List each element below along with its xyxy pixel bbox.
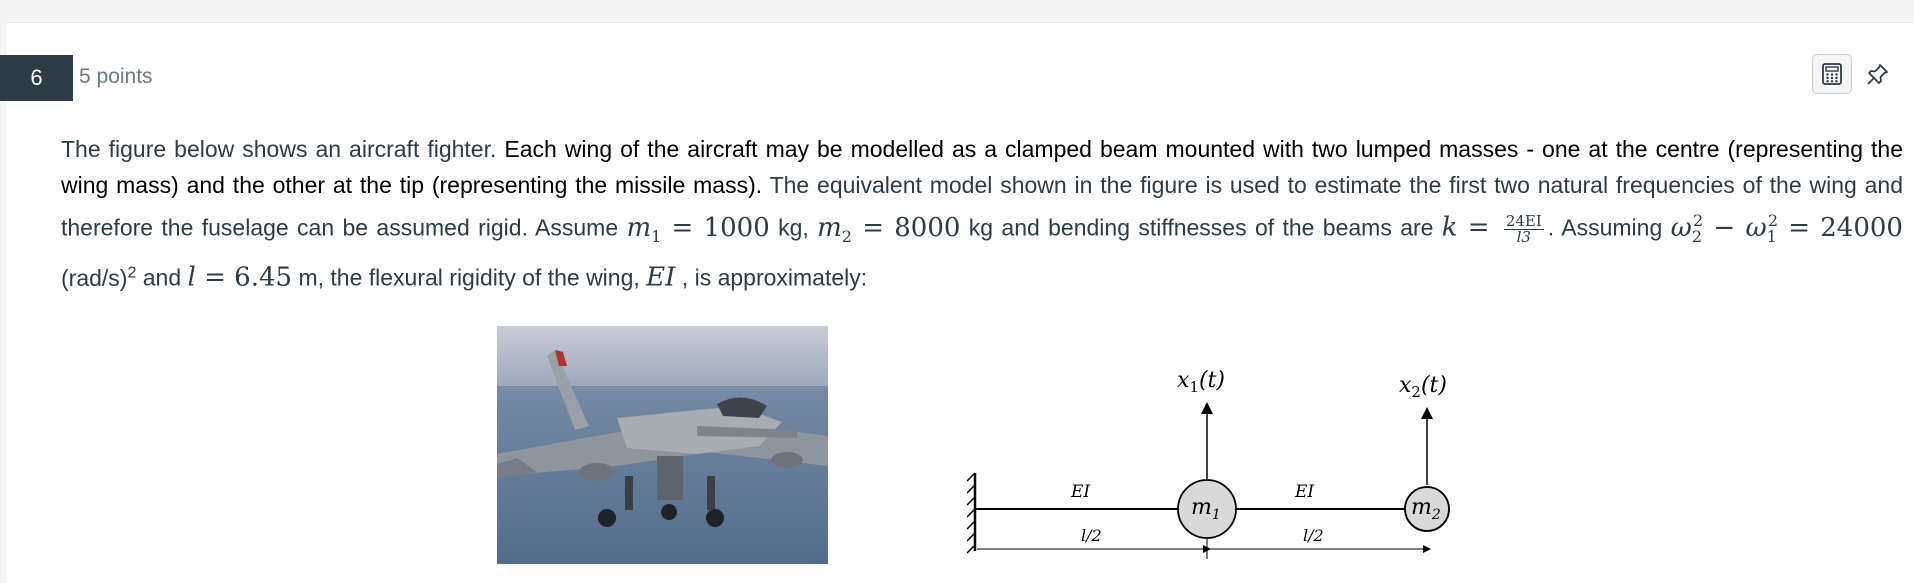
- mass-2-label: $m_2$: [1411, 495, 1441, 523]
- pin-icon: [1866, 62, 1890, 86]
- pin-button[interactable]: [1858, 54, 1898, 94]
- stiffness-text: kg and bending stiffnesses of the beams are: [960, 214, 1442, 241]
- question-card: [7, 22, 1914, 583]
- question-prompt: [61, 131, 1903, 296]
- prompt-assumptions: The equivalent model shown in the figure is used to estimate the first two natural frequencies of the wing and therefore the fuselage can be assumed rigid. Assume: [61, 172, 1903, 241]
- length-left-label: l/2: [1081, 526, 1102, 545]
- flexural-text: m, the flexural rigidity of the wing,: [292, 264, 647, 291]
- x2-label: $x_2(t)$: [1399, 373, 1447, 401]
- beam-mass-diagram: [967, 363, 1487, 573]
- prompt-wing-model: Each wing of the aircraft may be modelled as a clamped beam mounted with two lumped masses - one at the centre (representing the wing mass) and the other at the tip (representing the missile mass).: [61, 136, 1903, 198]
- prompt-intro: The figure below shows an aircraft fighter.: [61, 136, 505, 162]
- k-symbol: k =: [1441, 212, 1500, 243]
- x1-label: $x_1(t)$: [1177, 368, 1225, 396]
- calculator-icon: [1822, 63, 1842, 85]
- assuming-text: . Assuming: [1547, 214, 1671, 241]
- calculator-button[interactable]: [1812, 54, 1852, 94]
- and-text: and: [136, 264, 188, 291]
- ei-left-label: EI: [1071, 482, 1091, 502]
- m2-symbol: $m_2 = 8000$: [817, 212, 961, 246]
- omega-expression: $\omega_2^2 - \omega_1^2 = 24000$: [1670, 211, 1903, 246]
- fighter-jet-photo: [497, 326, 828, 564]
- l-symbol: l = 6.45: [187, 262, 293, 293]
- omega-unit: $(rad/s)^2$: [61, 263, 137, 291]
- prompt-ending: , is approximately:: [675, 264, 868, 291]
- question-number: 6: [0, 55, 73, 101]
- clamped-support: [967, 473, 975, 553]
- ei-right-label: EI: [1295, 482, 1315, 502]
- question-points: 5 points: [79, 65, 153, 88]
- kg-unit-1: kg,: [769, 214, 818, 241]
- mass-1-label: $m_1$: [1191, 495, 1221, 523]
- stiffness-fraction: $\frac{24EI}{l3}$: [1505, 212, 1542, 247]
- ei-symbol: EI: [646, 262, 676, 293]
- m1-symbol: $m_1 = 1000$: [626, 212, 770, 246]
- length-right-label: l/2: [1303, 526, 1324, 545]
